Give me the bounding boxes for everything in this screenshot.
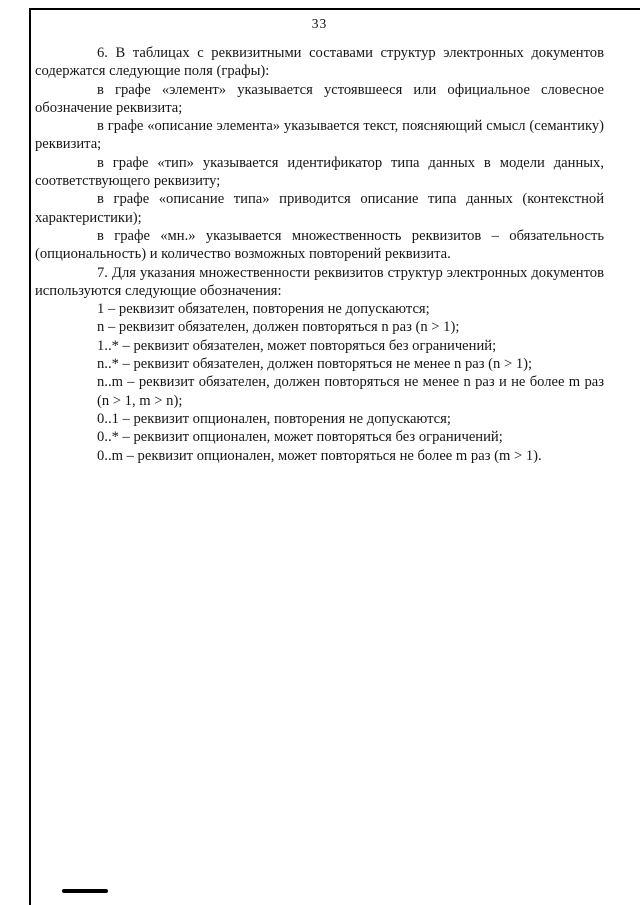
clause-type: в графе «тип» указывается идентификатор типа данных в модели данных, соответствующего реквизиту;	[35, 154, 604, 190]
page-number: 33	[311, 16, 328, 31]
scan-artifact-top-line	[29, 8, 640, 10]
clause-element: в графе «элемент» указывается устоявшееся или официальное словесное обозначение реквизита;	[35, 81, 604, 116]
scan-artifact-bottom-mark	[62, 889, 108, 893]
clause-multiplicity: в графе «мн.» указывается множественность реквизитов – обязательность (опциональность) и количество возможных повторений реквизита.	[35, 227, 604, 263]
document-body	[35, 44, 604, 465]
clause-element-description: в графе «описание элемента» указывается текст, поясняющий смысл (семантику) реквизита;	[35, 118, 604, 153]
notation-0-m: 0..m – реквизит опционален, может повторяться не более m раз (m > 1).	[97, 447, 542, 464]
notation-1: 1 – реквизит обязателен, повторения не допускаются;	[97, 301, 430, 318]
scan-artifact-left-line	[29, 8, 31, 905]
notation-n: n – реквизит обязателен, должен повторяться n раз (n > 1);	[97, 319, 460, 336]
notation-0-1: 0..1 – реквизит опционален, повторения не допускаются;	[97, 410, 451, 427]
paragraph-6: 6. В таблицах с реквизитными составами структур электронных документов содержатся следующие поля (графы):	[35, 45, 604, 80]
notation-n-star: n..* – реквизит обязателен, должен повторяться не менее n раз (n > 1);	[97, 356, 533, 373]
notation-0-star: 0..* – реквизит опционален, может повторяться без ограничений;	[97, 429, 503, 446]
paragraph-7: 7. Для указания множественности реквизитов структур электронных документов используются следующие обозначения:	[35, 264, 604, 299]
notation-1-star: 1..* – реквизит обязателен, может повторяться без ограничений;	[97, 337, 497, 354]
notation-n-m: n..m – реквизит обязателен, должен повторяться не менее n раз и не более m раз (n > 1, m > n);	[97, 374, 604, 409]
clause-type-description: в графе «описание типа» приводится описание типа данных (контекстной характеристики);	[35, 191, 604, 226]
